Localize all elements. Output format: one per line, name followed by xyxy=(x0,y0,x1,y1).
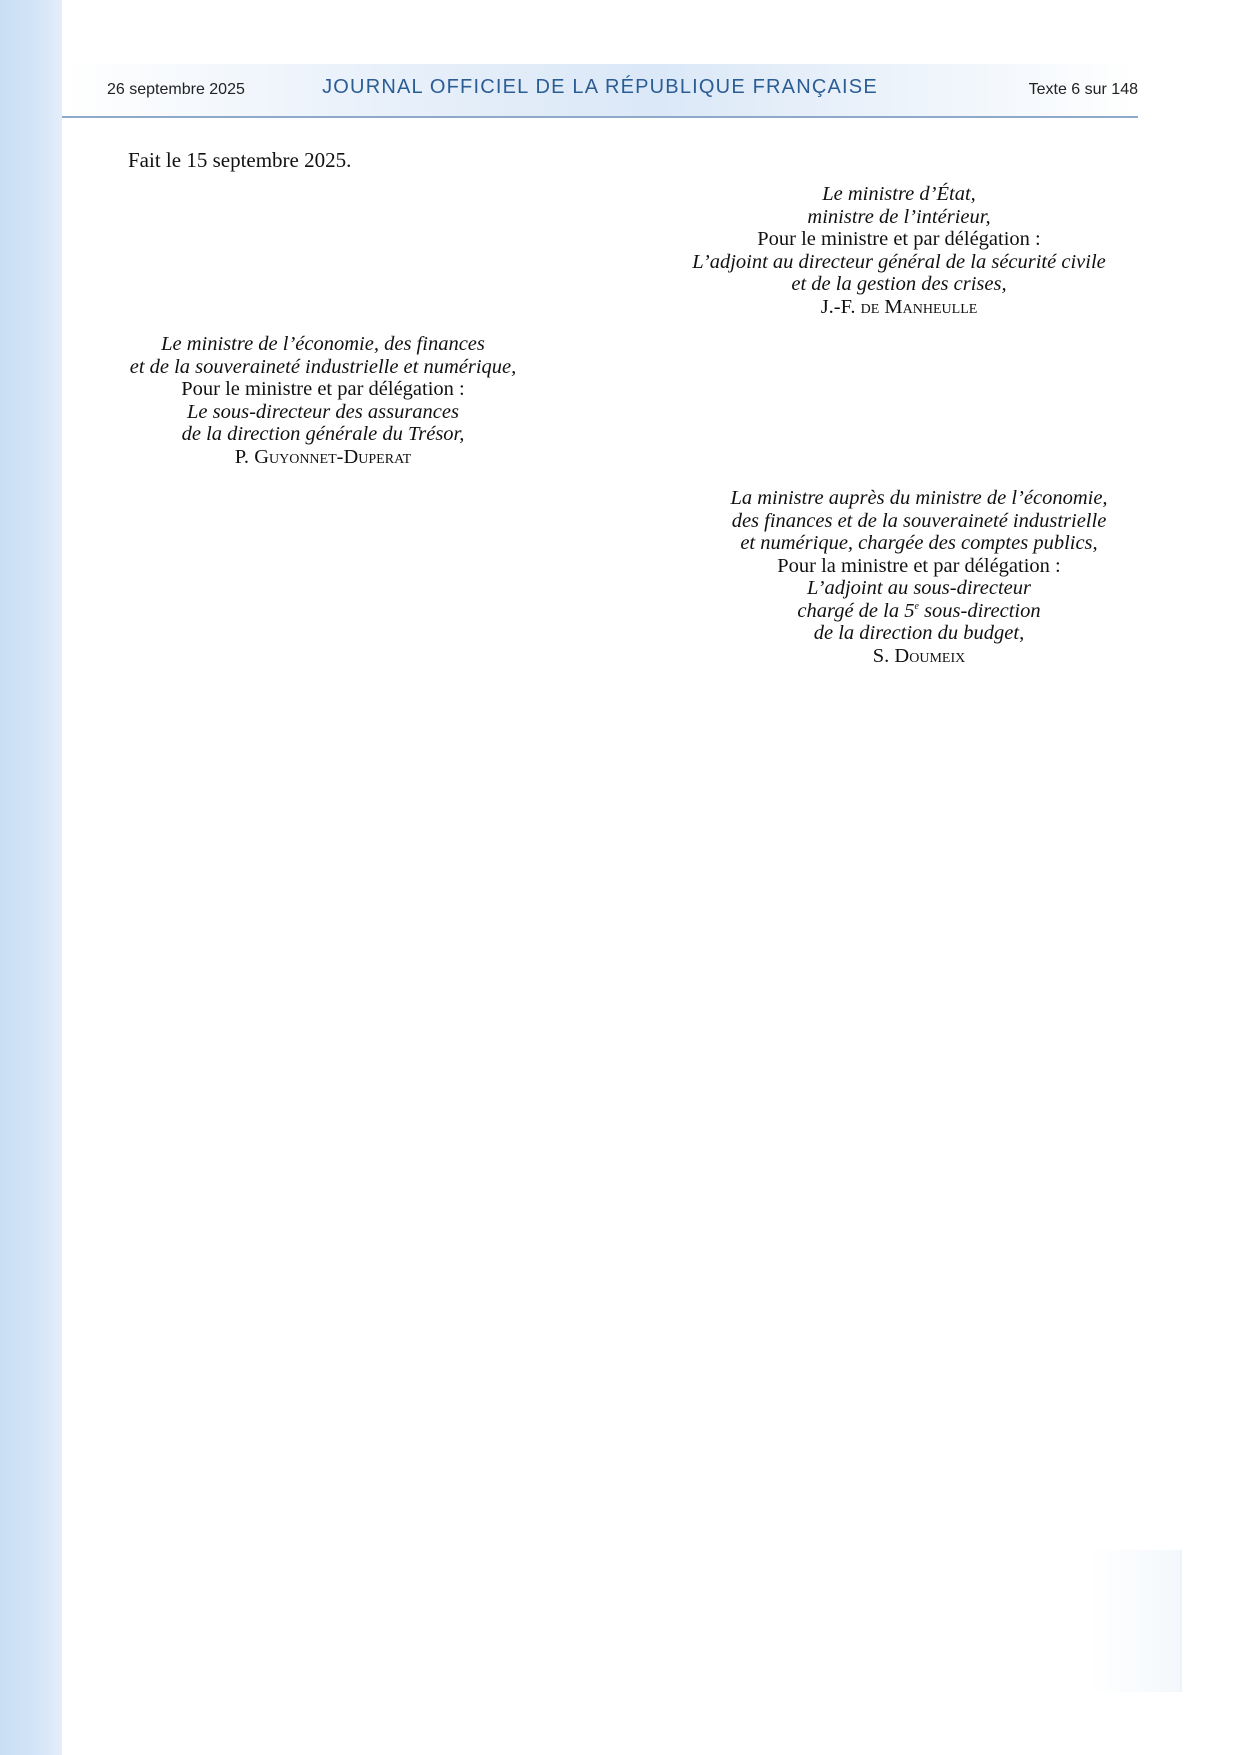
signature-line: de la direction du budget, xyxy=(813,622,1025,644)
signature-line: Le sous-directeur des assurances xyxy=(187,400,459,423)
signature-line: et de la souveraineté industrielle et numérique, xyxy=(129,355,517,378)
journal-title: JOURNAL OFFICIEL DE LA RÉPUBLIQUE FRANÇAISE xyxy=(322,76,878,98)
signature-line: L’adjoint au directeur général de la sécurité civile xyxy=(692,250,1106,273)
signature-date: Fait le 15 septembre 2025. xyxy=(128,148,352,172)
signatory-name xyxy=(700,645,1138,668)
signature-line: Pour le ministre et par délégation : xyxy=(757,228,1041,250)
signatory-name xyxy=(660,296,1138,319)
signature-line: L’adjoint au sous-directeur xyxy=(807,577,1031,599)
signature-line: des finances et de la souveraineté industrielle xyxy=(731,509,1107,532)
signatory-initials: S. xyxy=(872,644,895,667)
page-header xyxy=(62,64,1138,118)
signature-block-interieur xyxy=(660,183,1138,318)
signatory-initials: J.-F. xyxy=(820,295,861,318)
signature-line: Le ministre de l’économie, des finances xyxy=(161,333,485,355)
signature-line: La ministre auprès du ministre de l’économie, xyxy=(730,487,1108,509)
header-date: 26 septembre 2025 xyxy=(107,81,245,98)
signatory-initials: P. xyxy=(234,445,255,468)
text-number: Texte 6 sur 148 xyxy=(1028,81,1138,98)
signature-block-budget xyxy=(700,487,1138,667)
signature-line xyxy=(700,600,1138,623)
signature-line-part: chargé de la 5 xyxy=(797,599,915,622)
signature-line: Le ministre d’État, xyxy=(822,183,976,205)
signature-line: Pour le ministre et par délégation : xyxy=(181,378,465,400)
signatory-surname: de Manheulle xyxy=(860,295,978,318)
signature-block-economie xyxy=(104,333,542,468)
signature-line: ministre de l’intérieur, xyxy=(807,205,991,228)
signatory-surname: Guyonnet-Duperat xyxy=(254,445,412,468)
signature-line: et de la gestion des crises, xyxy=(791,273,1007,295)
signature-line: Pour la ministre et par délégation : xyxy=(777,554,1061,577)
signatory-name xyxy=(104,446,542,469)
signature-line-part: sous-direction xyxy=(918,599,1041,622)
signature-line: de la direction générale du Trésor, xyxy=(181,423,465,445)
page-corner-decoration xyxy=(1088,1550,1182,1692)
ordinal-superscript: e xyxy=(914,600,919,612)
signatory-surname: Doumeix xyxy=(894,644,966,667)
left-margin-band xyxy=(0,0,62,1755)
signature-line: et numérique, chargée des comptes publics, xyxy=(740,532,1098,554)
